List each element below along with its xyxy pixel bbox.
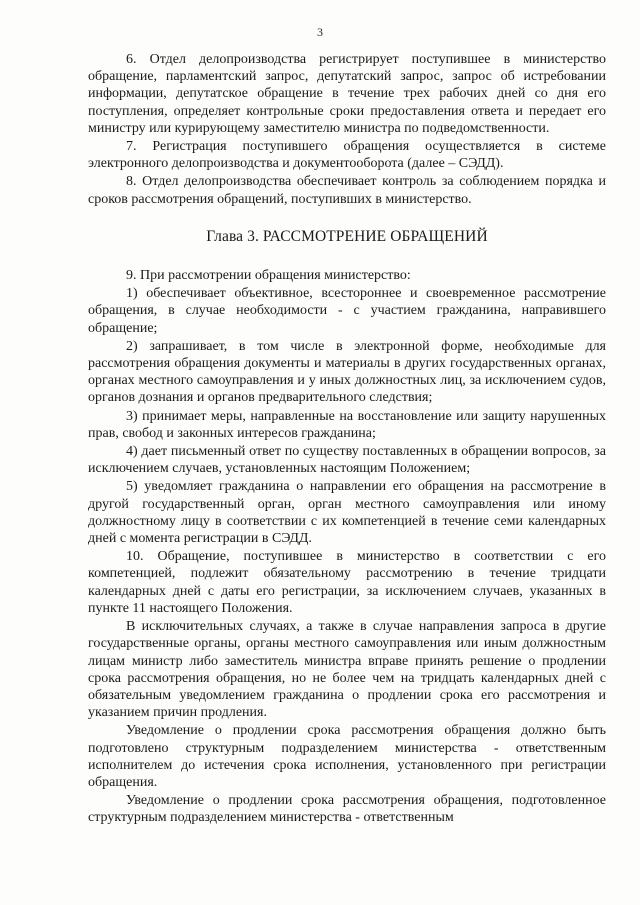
list-item-3: 3) принимает меры, направленные на восстановление или защиту нарушенных прав, свобод и законных интересов гражданина; [88, 408, 606, 441]
list-item-5: 5) уведомляет гражданина о направлении его обращения на рассмотрение в другой государственный орган, орган местного самоуправления или иному должностному лицу в соответствии с их компетенцией в течение семи календарных дней с момента регистрации в СЭДД. [88, 479, 606, 547]
paragraph-6: 6. Отдел делопроизводства регистрирует поступившее в министерство обращение, парламентский запрос, депутатский запрос, запрос об истребовании информации, депутатское обращение в течение трех рабочих дней со дня его поступления, определяет контрольные сроки предоставления ответа и передает его министру или курирующему заместителю министра по подведомственности. [88, 52, 606, 136]
page-number: 3 [317, 25, 323, 39]
list-item-4: 4) дает письменный ответ по существу поставленных в обращении вопросов, за исключением случаев, установленных настоящим Положением; [88, 444, 606, 477]
list-item-1: 1) обеспечивает объективное, всестороннее и своевременное рассмотрение обращения, в случае необходимости - с участием гражданина, направившего обращение; [88, 286, 606, 336]
paragraph-extension-notice-continued: Уведомление о продлении срока рассмотрения обращения, подготовленное структурным подразделением министерства - ответственным [88, 793, 606, 826]
paragraph-9: 9. При рассмотрении обращения министерство: [126, 268, 411, 284]
document-body [88, 51, 606, 828]
paragraph-10: 10. Обращение, поступившее в министерство в соответствии с его компетенцией, подлежит обязательному рассмотрению в течение тридцати календарных дней с даты его регистрации, за исключением случаев, указанных в пункте 11 настоящего Положения. [88, 549, 606, 616]
paragraph-extension-notice: Уведомление о продлении срока рассмотрения обращения должно быть подготовлено структурным подразделением министерства - ответственным исполнителем до истечения срока исполнения, установленного при регистрации обращения. [88, 723, 606, 790]
chapter-heading: Глава 3. РАССМОТРЕНИЕ ОБРАЩЕНИЙ [206, 227, 488, 245]
paragraph-7: 7. Регистрация поступившего обращения осуществляется в системе электронного делопроизводства и документооборота (далее – СЭДД). [88, 139, 606, 172]
paragraph-exceptional-cases: В исключительных случаях, а также в случае направления запроса в другие государственные органы, органы местного самоуправления или иным должностным лицам министр либо заместитель министра вправе принять решение о продлении срока рассмотрения обращения, но не более чем на тридцать календарных дней с обязательным уведомлением гражданина о продлении срока его рассмотрения и указанием причин продления. [88, 619, 606, 721]
list-item-2: 2) запрашивает, в том числе в электронной форме, необходимые для рассмотрения обращения документы и материалы в других государственных органах, органах местного самоуправления и у иных должностных лиц, за исключением судов, органов дознания и органов предварительного следствия; [88, 338, 606, 406]
paragraph-8: 8. Отдел делопроизводства обеспечивает контроль за соблюдением порядка и сроков рассмотрения обращений, поступивших в министерство. [88, 174, 606, 207]
